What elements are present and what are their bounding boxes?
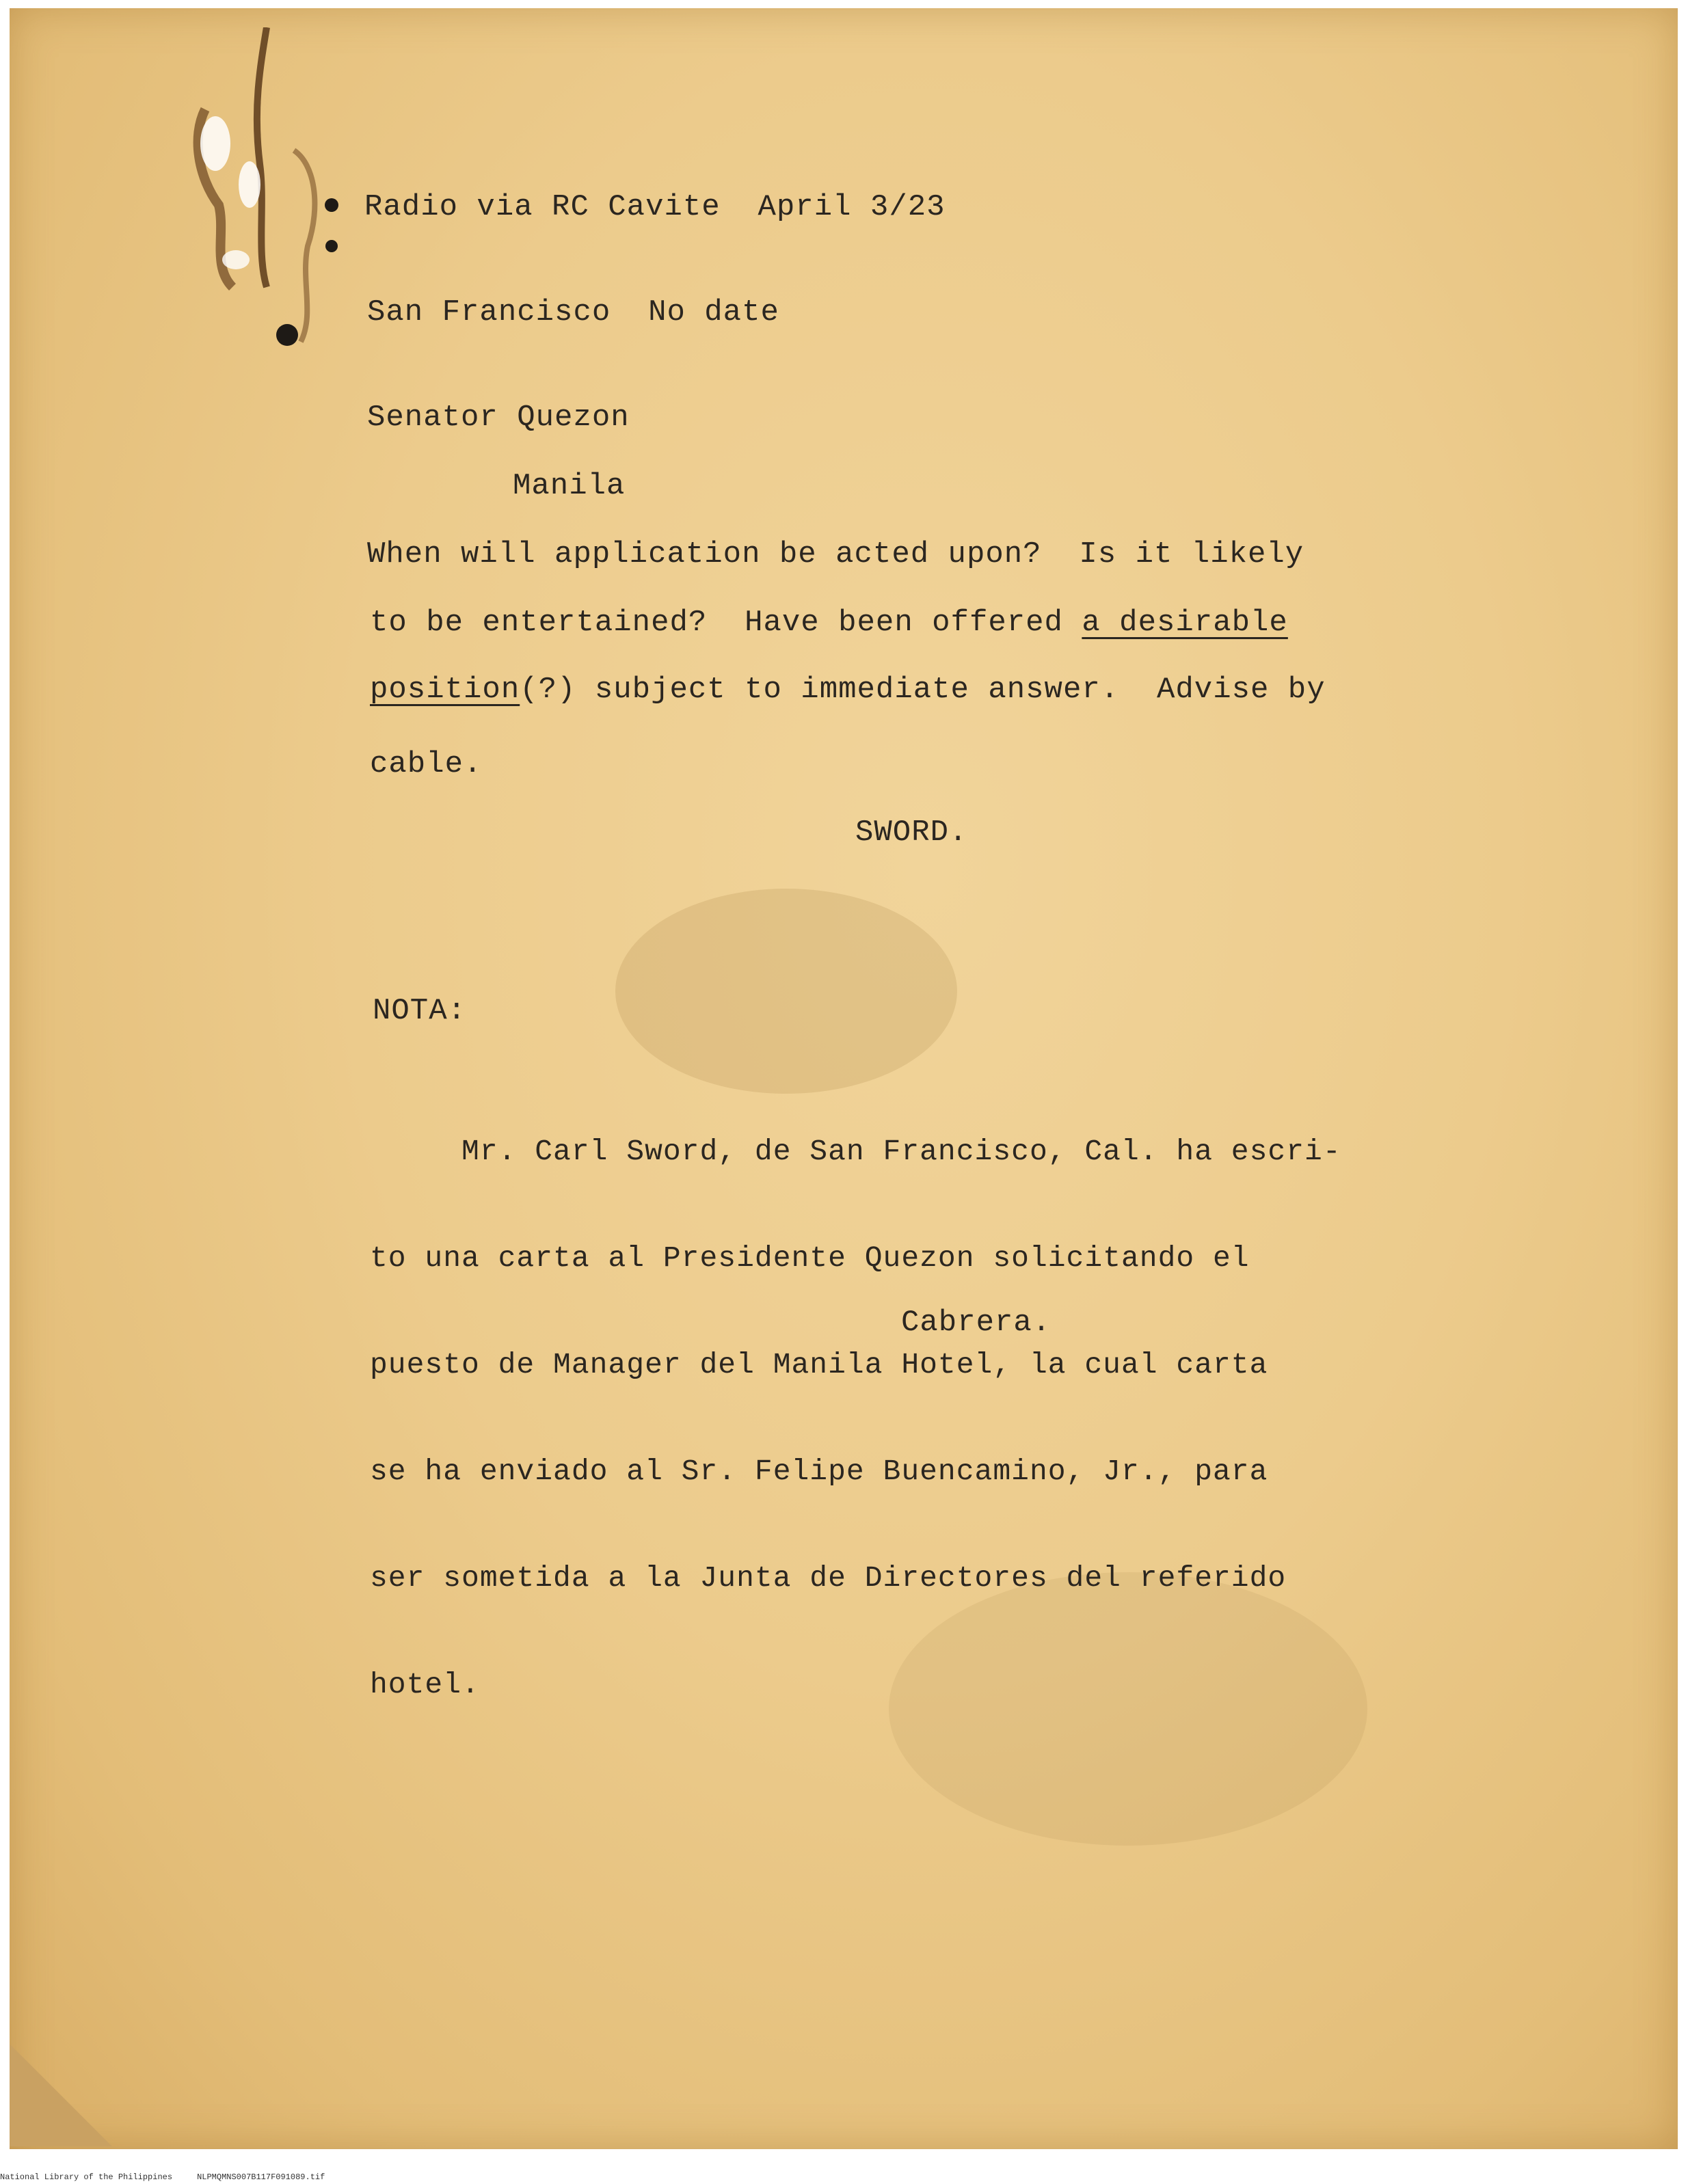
underlined-phrase: a desirable [1082,606,1288,640]
message-line-3-text: (?) subject to immediate answer. Advise by [520,673,1326,707]
recipient-city: Manila [513,469,626,503]
nota-heading: NOTA: [373,994,467,1028]
file-identifier: NLPMQMNS007B117F091089.tif [197,2172,325,2182]
paperclip-rust-mark [185,27,342,349]
nota-line: hotel. [370,1668,480,1701]
recipient-name: Senator Quezon [367,401,630,435]
message-line-1: When will application be acted upon? Is it likely [367,537,1304,571]
message-line-4: cable. [370,747,483,781]
underlined-word: position [370,673,520,707]
nota-paragraph [370,1063,1341,1774]
nota-line: Mr. Carl Sword, de San Francisco, Cal. ha escri- [370,1135,1341,1168]
message-line-2-text: to be entertained? Have been offered [370,606,1082,640]
origin-line: San Francisco No date [367,295,779,329]
scan-footer [0,2172,325,2182]
message-line-3 [370,673,1326,707]
nota-line: to una carta al Presidente Quezon solicitando el [370,1241,1250,1275]
message-line-2 [370,606,1288,640]
nota-line: ser sometida a la Junta de Directores del referido [370,1561,1287,1595]
nota-line: se ha enviado al Sr. Felipe Buencamino, Jr., para [370,1455,1268,1488]
folded-corner [10,2044,112,2146]
library-credit: National Library of the Philippines [0,2172,173,2182]
message-signature: SWORD. [855,815,968,850]
nota-line: puesto de Manager del Manila Hotel, la cual carta [370,1348,1268,1381]
radio-line: Radio via RC Cavite April 3/23 [364,190,946,224]
nota-signature: Cabrera. [901,1306,1052,1340]
